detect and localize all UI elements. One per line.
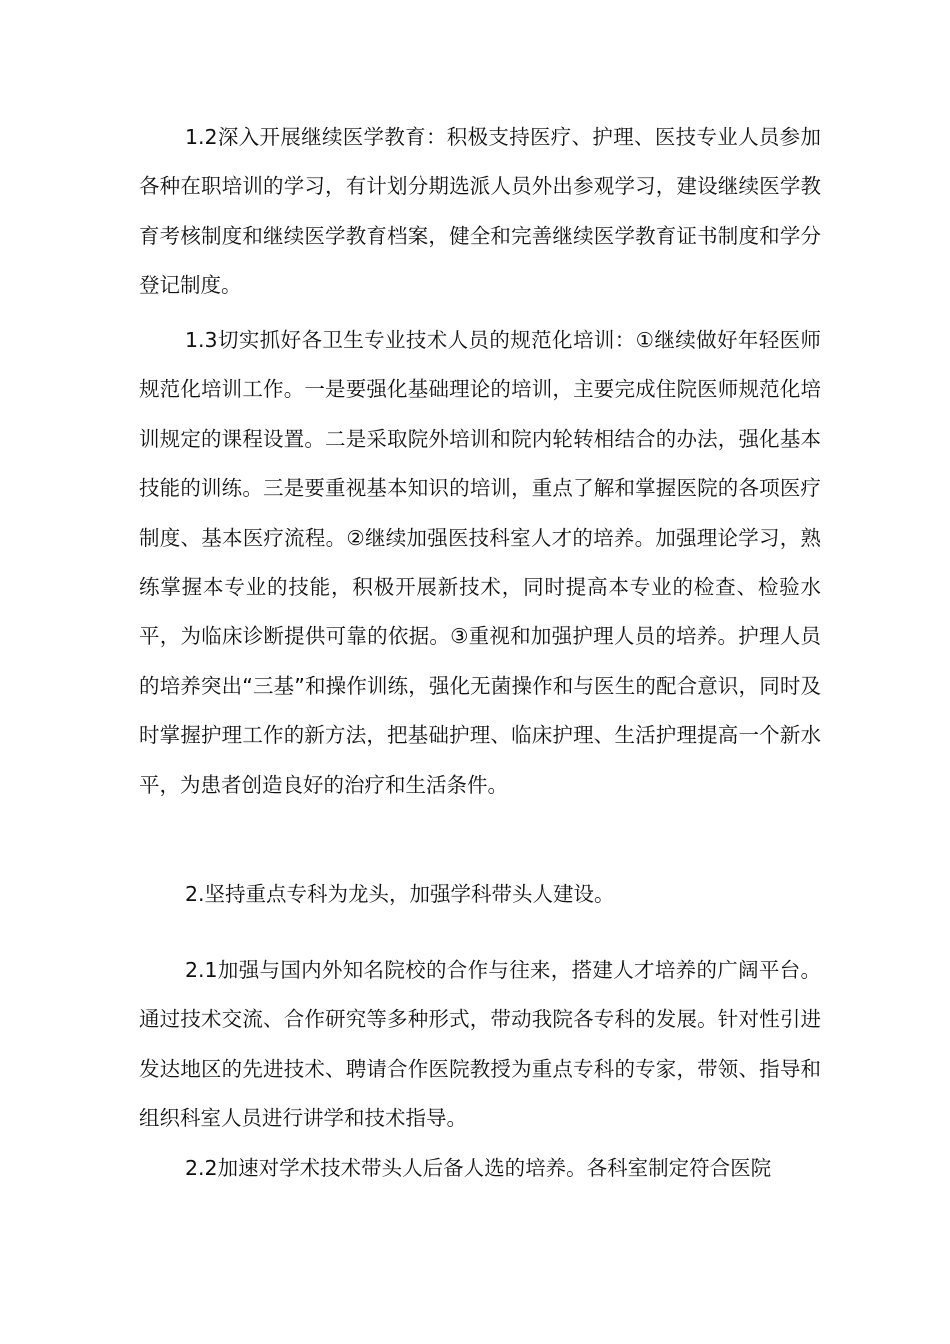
paragraph-text: 2.坚持重点专科为龙头，加强学科带头人建设。 bbox=[185, 882, 615, 906]
paragraph-leader-reserve bbox=[139, 1144, 821, 1193]
paragraph-text: 1.2深入开展继续医学教育：积极支持医疗、护理、医技专业人员参加各种在职培训的学习，有计划分期选派人员外出参观学习，建设继续医学教育考核制度和继续医学教育档案，健全和完善继续医学教育证书制度和学分登记制度。 bbox=[139, 125, 821, 298]
paragraph-text: 2.2加速对学术技术带头人后备人选的培养。各科室制定符合医院 bbox=[185, 1156, 772, 1180]
paragraph-text: 2.1加强与国内外知名院校的合作与往来，搭建人才培养的广阔平台。通过技术交流、合作研究等多种形式，带动我院各专科的发展。针对性引进发达地区的先进技术、聘请合作医院教授为重点专科的专家，带领、指导和组织科室人员进行讲学和技术指导。 bbox=[139, 958, 821, 1131]
paragraph-standardized-training bbox=[139, 316, 821, 810]
paragraph-cooperation bbox=[139, 946, 821, 1144]
paragraph-continuing-education bbox=[139, 113, 821, 311]
paragraph-text: 1.3切实抓好各卫生专业技术人员的规范化培训：①继续做好年轻医师规范化培训工作。一是要强化基础理论的培训，主要完成住院医师规范化培训规定的课程设置。二是采取院外培训和院内轮转相结合的办法，强化基本技能的训练。三是要重视基本知识的培训，重点了解和掌握医院的各项医疗制度、基本医疗流程。②继续加强医技科室人才的培养。加强理论学习，熟练掌握本专业的技能，积极开展新技术，同时提高本专业的检查、检验水平，为临床诊断提供可靠的依据。③重视和加强护理人员的培养。护理人员的培养突出“三基”和操作训练，强化无菌操作和与医生的配合意识，同时及时掌握护理工作的新方法，把基础护理、临床护理、生活护理提高一个新水平，为患者创造良好的治疗和生活条件。 bbox=[139, 328, 821, 797]
section-heading-key-specialty bbox=[139, 870, 821, 919]
